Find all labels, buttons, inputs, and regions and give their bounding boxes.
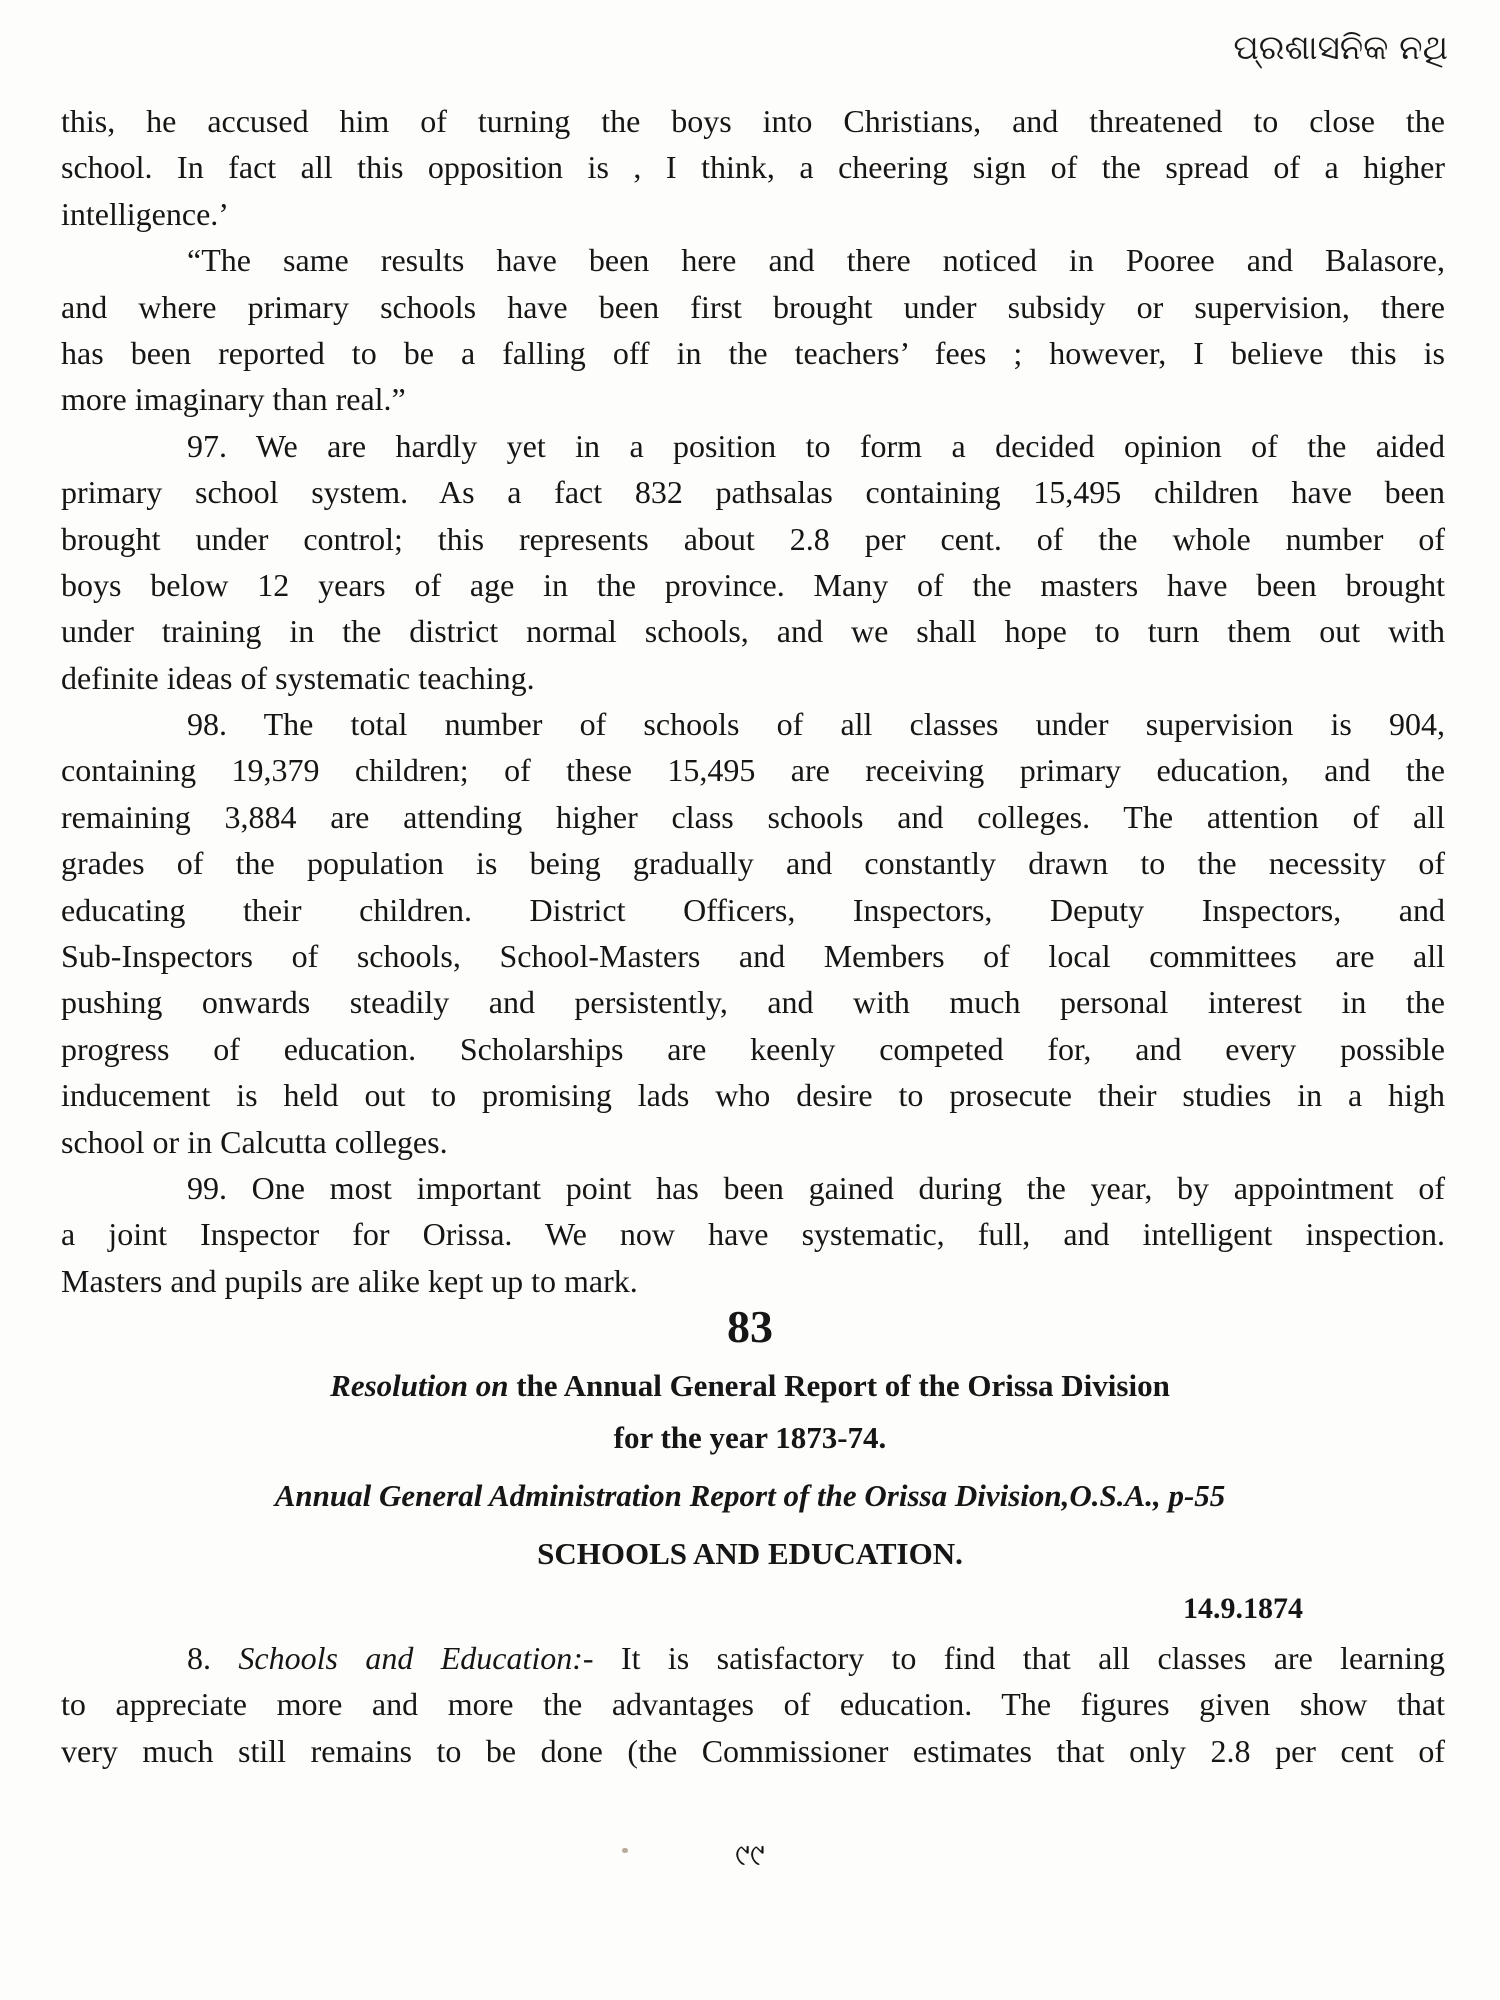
text-line xyxy=(61,655,1445,701)
text-line xyxy=(61,1119,1445,1165)
resolution-title xyxy=(0,1368,1500,1404)
text-line-content: inducement is held out to promising lads who desire to prosecute their studies in a high xyxy=(61,1077,1445,1114)
para-text: very much still remains to be done (the Commissioner estimates that only 2.8 per cent of xyxy=(61,1732,1445,1769)
text-line-content: progress of education. Scholarships are keenly competed for, and every possible xyxy=(61,1030,1445,1067)
text-line-content: containing 19,379 children; of these 15,495 are receiving primary education, and the xyxy=(61,752,1445,789)
scan-speck xyxy=(622,1848,628,1853)
text-line xyxy=(61,701,1445,747)
text-line xyxy=(61,933,1445,979)
running-header: ପ୍ରଶାସନିକ ନଥି xyxy=(1233,28,1448,68)
text-line xyxy=(61,840,1445,886)
text-line xyxy=(61,1165,1445,1211)
para-text: to appreciate more and more the advantages of education. The figures given show that xyxy=(61,1686,1445,1723)
para-number: 8. xyxy=(187,1640,239,1676)
text-line xyxy=(61,1211,1445,1257)
text-line-content: remaining 3,884 are attending higher class schools and colleges. The attention of all xyxy=(61,798,1445,835)
text-line xyxy=(61,144,1445,190)
para-text: - It is satisfactory to find that all classes are learning xyxy=(582,1640,1446,1676)
text-line-content: school. In fact all this opposition is , I think, a cheering sign of the spread of a higher xyxy=(61,149,1445,186)
text-line-content: definite ideas of systematic teaching. xyxy=(61,659,535,696)
text-line xyxy=(61,191,1445,237)
text-line-content: has been reported to be a falling off in the teachers’ fees ; however, I believe this is xyxy=(61,334,1445,371)
text-line-content: more imaginary than real.” xyxy=(61,381,406,418)
text-line-content: 99. One most important point has been gained during the year, by appointment of xyxy=(187,1169,1445,1206)
text-line xyxy=(61,376,1445,422)
paragraph-line xyxy=(61,1681,1445,1727)
text-line xyxy=(61,887,1445,933)
para-heading: Schools and Education: xyxy=(238,1640,583,1676)
subject-heading: SCHOOLS AND EDUCATION. xyxy=(537,1536,963,1571)
text-line-content: pushing onwards steadily and persistently, and with much personal interest in the xyxy=(61,984,1445,1021)
text-line-content: this, he accused him of turning the boys into Christians, and threatened to close the xyxy=(61,103,1445,139)
paragraph-line xyxy=(61,1635,1445,1681)
text-line-content: 98. The total number of schools of all classes under supervision is 904, xyxy=(187,706,1445,743)
text-line xyxy=(61,284,1445,330)
text-line-content: Masters and pupils are alike kept up to mark. xyxy=(61,1262,638,1299)
text-line-content: “The same results have been here and there noticed in Pooree and Balasore, xyxy=(187,242,1445,279)
text-line-content: educating their children. District Officers, Inspectors, Deputy Inspectors, and xyxy=(61,891,1445,928)
text-line-content: grades of the population is being gradually and constantly drawn to the necessity of xyxy=(61,845,1445,882)
text-line-content: brought under control; this represents about 2.8 per cent. of the whole number of xyxy=(61,520,1445,557)
text-line-content: boys below 12 years of age in the province. Many of the masters have been brought xyxy=(61,566,1445,603)
text-line-content: 97. We are hardly yet in a position to form a decided opinion of the aided xyxy=(187,427,1445,464)
paragraph-line xyxy=(61,1728,1445,1774)
text-line xyxy=(61,423,1445,469)
resolution-title-italic: Resolution on xyxy=(330,1368,509,1403)
document-number: 83 xyxy=(727,1301,773,1352)
text-line xyxy=(61,747,1445,793)
resolution-title-line2: for the year 1873-74. xyxy=(613,1420,887,1455)
text-line xyxy=(61,98,1445,144)
text-line-content: and where primary schools have been first brought under subsidy or supervision, there xyxy=(61,288,1445,325)
paragraph-8 xyxy=(61,1635,1445,1774)
page-number: ୯୯ xyxy=(735,1838,765,1873)
text-line-content: a joint Inspector for Orissa. We now have systematic, full, and intelligent inspection. xyxy=(61,1216,1445,1253)
source-citation: Annual General Administration Report of the Orissa Division,O.S.A., p-55 xyxy=(274,1478,1226,1513)
text-line-content: intelligence.’ xyxy=(61,195,229,232)
text-line xyxy=(61,1026,1445,1072)
text-line xyxy=(61,608,1445,654)
text-line-content: school or in Calcutta colleges. xyxy=(61,1123,448,1160)
text-line-content: under training in the district normal schools, and we shall hope to turn them out with xyxy=(61,613,1445,650)
text-line xyxy=(61,237,1445,283)
text-line xyxy=(61,330,1445,376)
text-line-content: primary school system. As a fact 832 pathsalas containing 15,495 children have been xyxy=(61,474,1445,511)
resolution-title-rest: the Annual General Report of the Orissa Division xyxy=(508,1368,1170,1403)
text-line xyxy=(61,794,1445,840)
document-date: 14.9.1874 xyxy=(1183,1592,1303,1625)
text-line xyxy=(61,979,1445,1025)
text-line xyxy=(61,1072,1445,1118)
body-text xyxy=(61,98,1445,1304)
text-line xyxy=(61,1258,1445,1304)
text-line xyxy=(61,516,1445,562)
text-line xyxy=(61,562,1445,608)
text-line-content: Sub-Inspectors of schools, School-Masters and Members of local committees are all xyxy=(61,938,1445,975)
text-line xyxy=(61,469,1445,515)
